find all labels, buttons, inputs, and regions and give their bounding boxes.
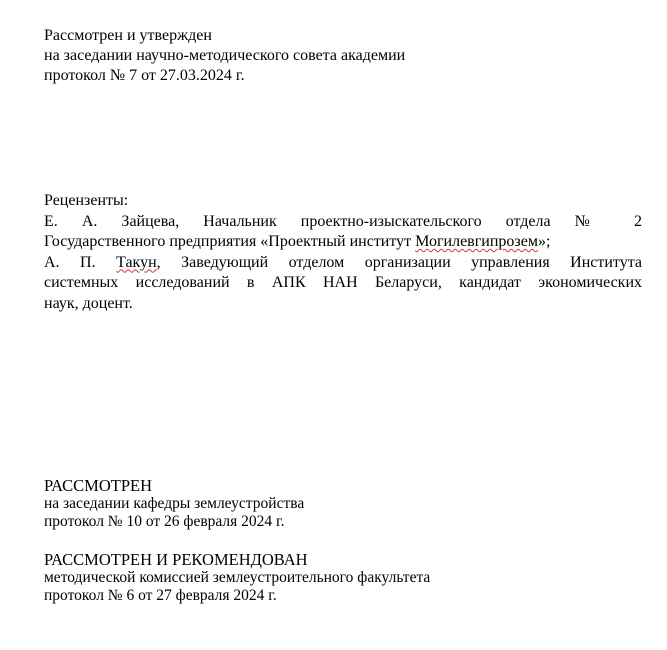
commission-line-1: методической комиссией землеустроительного факультета	[44, 569, 431, 586]
reviewers-block	[44, 191, 642, 314]
approval-line-2: на заседании научно-методического совета академии	[44, 47, 406, 64]
approval-line-1: Рассмотрен и утвержден	[44, 27, 212, 44]
reviewer-2-position: , Заведующий отделом организации управления Института	[156, 253, 643, 271]
department-line-2: протокол № 10 от 26 февраля 2024 г.	[44, 513, 285, 530]
reviewer-2-initials: А. П.	[44, 253, 117, 271]
reviewer-1-end: »;	[537, 233, 551, 250]
department-block	[44, 476, 642, 531]
commission-block	[44, 550, 642, 605]
commission-line-2: протокол № 6 от 27 февраля 2024 г.	[44, 587, 277, 604]
reviewer-2-line-1	[44, 253, 642, 274]
reviewer-1-line-2	[44, 232, 642, 253]
reviewer-1-line-1: Е. А. Зайцева, Начальник проектно-изыскательского отдела № 2	[44, 212, 642, 230]
reviewer-2-line-2: системных исследований в АПК НАН Беларуси, кандидат экономических	[44, 274, 642, 291]
reviewer-2-line-3: наук, доцент.	[44, 294, 133, 312]
approval-block	[44, 26, 642, 86]
misspelled-word[interactable]: Могилевгипрозем	[415, 233, 538, 250]
department-heading: РАССМОТРЕН	[44, 476, 153, 495]
reviewers-title: Рецензенты:	[44, 192, 129, 209]
misspelled-word[interactable]: Такун	[116, 253, 157, 271]
approval-line-3: протокол № 7 от 27.03.2024 г.	[44, 67, 245, 84]
department-line-1: на заседании кафедры землеустройства	[44, 495, 305, 512]
reviewer-1-org: Государственного предприятия «Проектный институт	[44, 233, 416, 250]
commission-heading: РАССМОТРЕН И РЕКОМЕНДОВАН	[44, 550, 308, 569]
